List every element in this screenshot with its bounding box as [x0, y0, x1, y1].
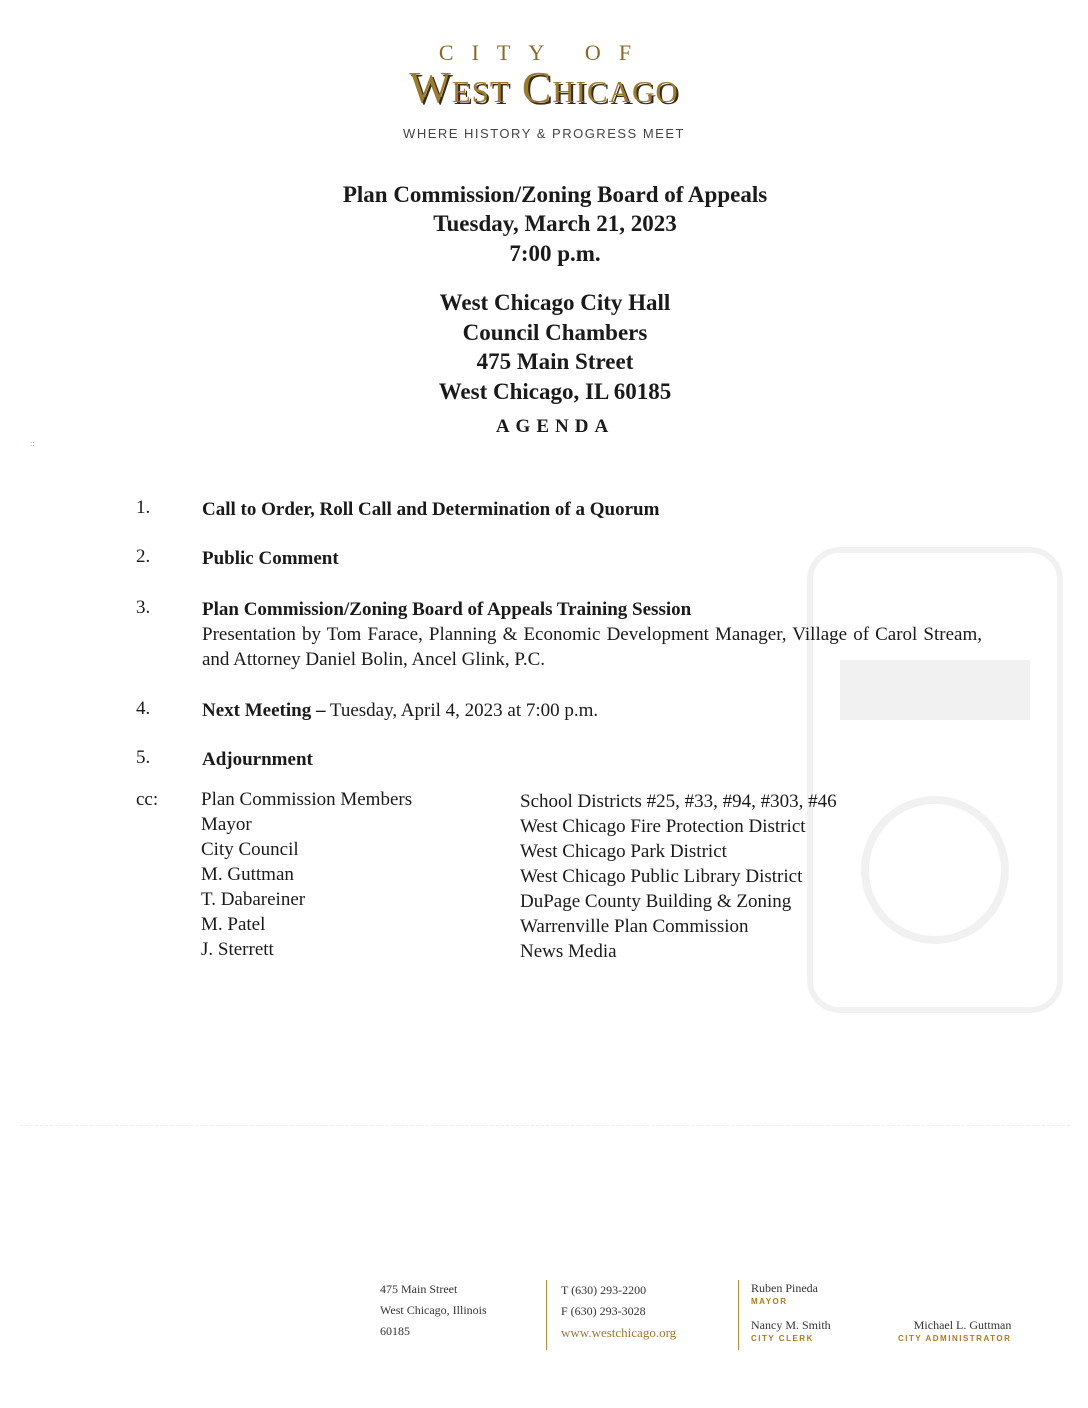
meeting-title: Plan Commission/Zoning Board of Appeals [342, 182, 768, 207]
item-title: Call to Order, Roll Call and Determination of a Quorum [202, 499, 660, 520]
cc-recipient: School Districts #25, #33, #94, #303, #46 [520, 791, 837, 812]
agenda-item-public-comment [202, 546, 982, 571]
cc-recipient: Plan Commission Members [201, 789, 413, 810]
cc-recipient: City Council [201, 839, 299, 860]
agenda-item-training-session [202, 597, 982, 672]
meeting-venue: West Chicago City Hall [439, 290, 671, 315]
cc-recipient: News Media [520, 941, 617, 962]
agenda-item-adjournment [202, 747, 982, 772]
footer-divider [738, 1280, 739, 1350]
footer-address [380, 1279, 487, 1342]
item-title: Plan Commission/Zoning Board of Appeals Training Session [202, 599, 692, 620]
item-number: 3. [136, 597, 151, 618]
footer-mayor [751, 1281, 818, 1307]
cc-recipient: Warrenville Plan Commission [520, 916, 749, 937]
cc-recipient: Mayor [201, 814, 252, 835]
item-title: Public Comment [202, 548, 339, 569]
agenda-item-call-to-order [202, 497, 982, 522]
cc-recipient: West Chicago Park District [520, 841, 727, 862]
item-title: Next Meeting – [202, 700, 326, 721]
agenda-item-next-meeting [202, 698, 982, 723]
agenda-heading: AGENDA [495, 416, 615, 437]
website-link[interactable]: www.westchicago.org [561, 1325, 677, 1340]
administrator-title: CITY ADMINISTRATOR [898, 1334, 1012, 1343]
clerk-name: Nancy M. Smith [751, 1318, 831, 1332]
cc-recipient: T. Dabareiner [201, 889, 306, 910]
item-title: Adjournment [202, 749, 313, 770]
margin-mark: :: [30, 439, 35, 448]
cc-recipient: West Chicago Fire Protection District [520, 816, 806, 837]
address-line: West Chicago, Illinois [380, 1303, 487, 1317]
page-divider [20, 1125, 1070, 1126]
item-detail: Tuesday, April 4, 2023 at 7:00 p.m. [325, 700, 599, 721]
cc-list-left [201, 787, 412, 962]
item-number: 5. [136, 747, 151, 768]
letterhead-logo-wordmark: West Chicago [409, 63, 679, 112]
footer-contact [561, 1280, 676, 1343]
footer-divider [546, 1280, 547, 1350]
footer-administrator [898, 1318, 1011, 1344]
meeting-date: Tuesday, March 21, 2023 [433, 211, 677, 236]
fax-number: F (630) 293-3028 [561, 1304, 646, 1318]
meeting-city: West Chicago, IL 60185 [438, 379, 672, 404]
cc-recipient: M. Patel [201, 914, 266, 935]
phone-number: T (630) 293-2200 [561, 1283, 647, 1297]
meeting-room: Council Chambers [462, 320, 648, 345]
cc-label: cc: [136, 789, 159, 810]
mayor-name: Ruben Pineda [751, 1281, 818, 1295]
item-number: 1. [136, 497, 151, 518]
cc-recipient: DuPage County Building & Zoning [520, 891, 792, 912]
cc-recipient: M. Guttman [201, 864, 294, 885]
address-line: 475 Main Street [380, 1282, 458, 1296]
clerk-title: CITY CLERK [751, 1334, 814, 1343]
footer-clerk [751, 1318, 831, 1344]
cc-recipient: J. Sterrett [201, 939, 274, 960]
letterhead-tagline: WHERE HISTORY & PROGRESS MEET [403, 126, 685, 141]
administrator-name: Michael L. Guttman [913, 1318, 1012, 1332]
item-number: 2. [136, 546, 151, 567]
item-number: 4. [136, 698, 151, 719]
meeting-time: 7:00 p.m. [509, 241, 601, 266]
cc-recipient: West Chicago Public Library District [520, 866, 803, 887]
address-line: 60185 [380, 1324, 410, 1338]
meeting-street: 475 Main Street [476, 349, 634, 374]
letterhead-city-of: CITY OF [438, 40, 650, 65]
cc-list-right [520, 789, 837, 964]
item-description: Presentation by Tom Farace, Planning & Economic Development Manager, Village of Carol Stream, and Attorney Daniel Bolin, Ancel Glink, P.C. [202, 624, 982, 670]
mayor-title: MAYOR [751, 1297, 788, 1306]
